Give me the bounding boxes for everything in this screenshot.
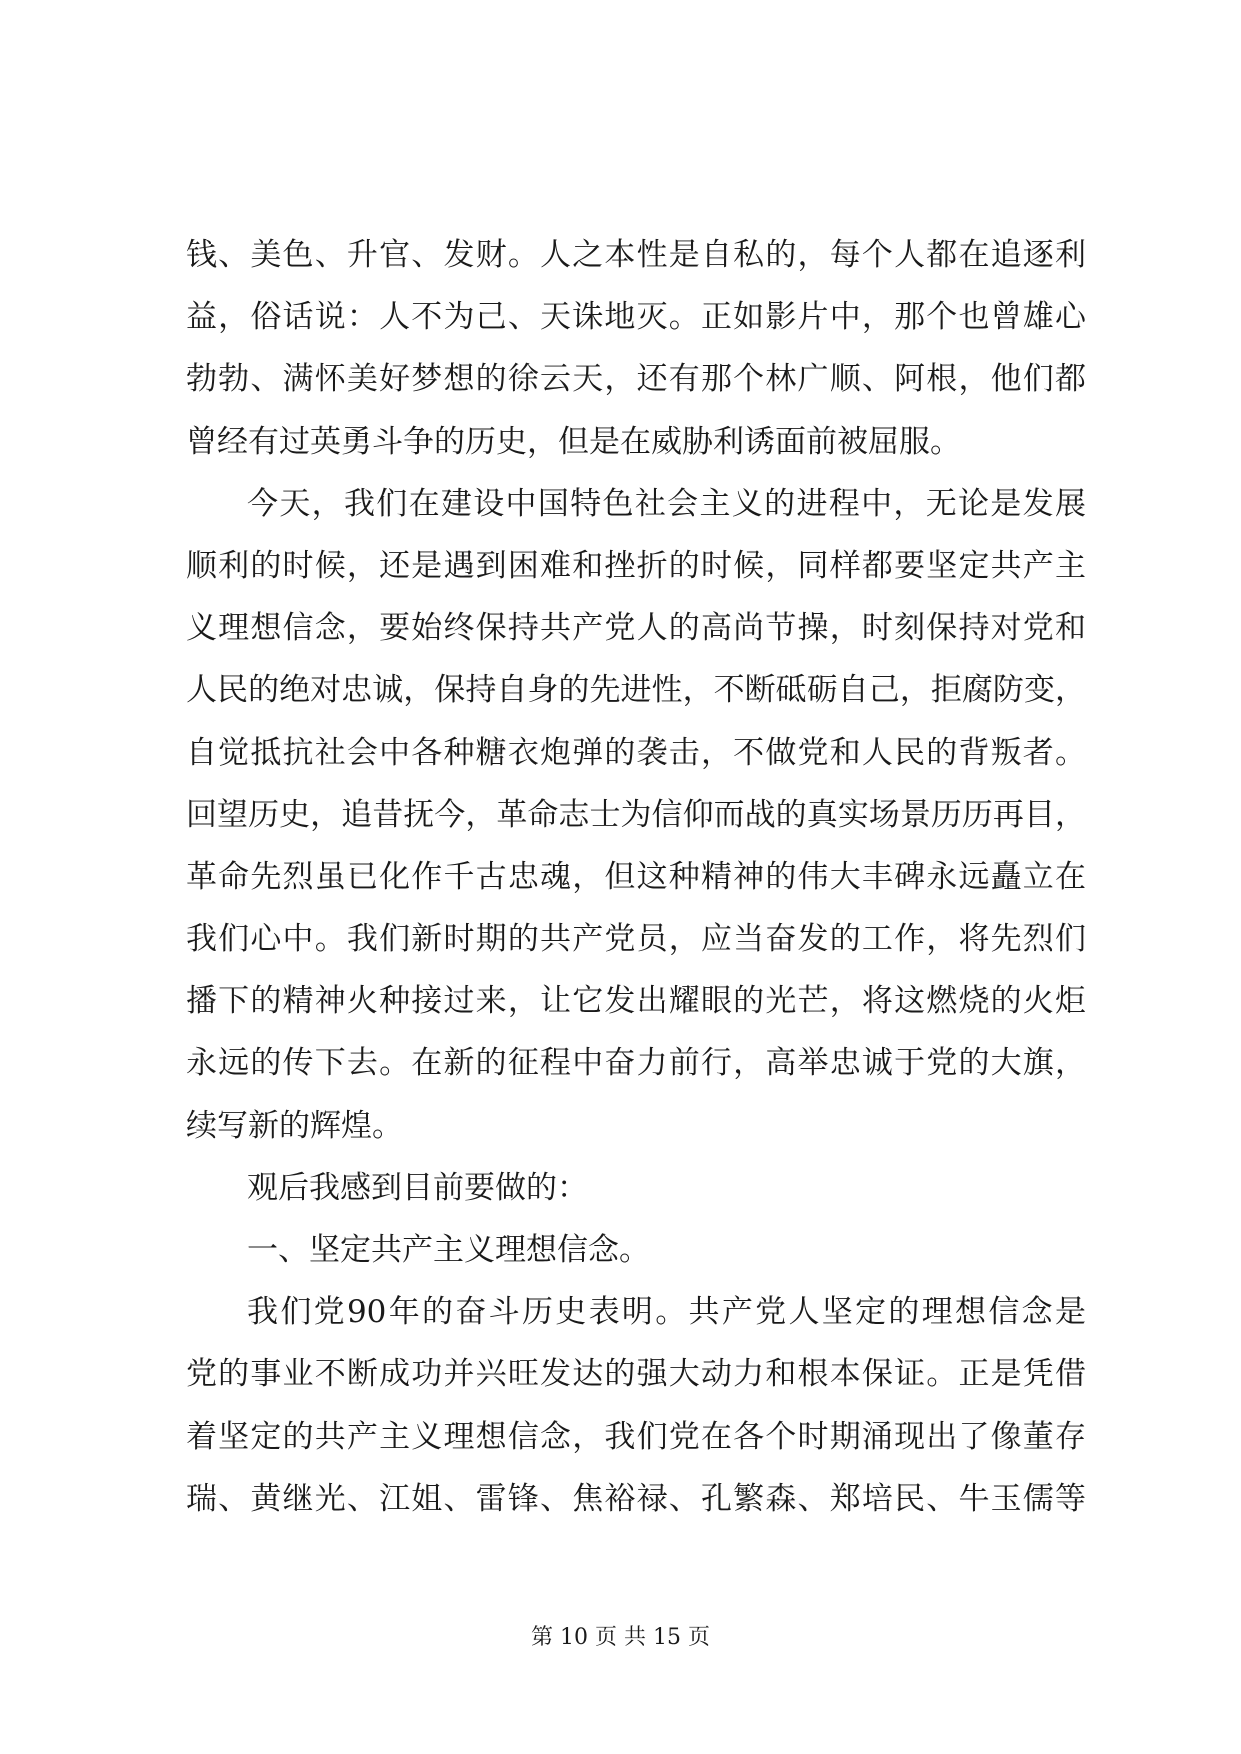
text-line: 人民的绝对忠诚，保持自身的先进性，不断砥砺自己，拒腐防变， [186,672,1086,709]
page-footer [0,1624,1241,1652]
text-line: 曾经有过英勇斗争的历史，但是在威胁利诱面前被屈服。 [186,423,961,460]
body-text [186,224,1086,1530]
text-line: 义理想信念，要始终保持共产党人的高尚节操，时刻保持对党和 [186,610,1086,647]
text-line: 瑞、黄继光、江姐、雷锋、焦裕禄、孔繁森、郑培民、牛玉儒等 [186,1480,1086,1517]
text-line: 播下的精神火种接过来，让它发出耀眼的光芒，将这燃烧的火炬 [186,983,1086,1020]
paragraph-start-line: 我们党90年的奋斗历史表明。共产党人坚定的理想信念是 [247,1294,1086,1331]
text-line: 顺利的时候，还是遇到困难和挫折的时候，同样都要坚定共产主 [186,547,1086,584]
section-heading: 一、坚定共产主义理想信念。 [247,1232,650,1268]
page-number-label: 第 10 页 共 15 页 [531,1625,710,1650]
text-line: 勃勃、满怀美好梦想的徐云天，还有那个林广顺、阿根，他们都 [186,361,1086,398]
text-line: 党的事业不断成功并兴旺发达的强大动力和根本保证。正是凭借 [186,1356,1086,1393]
text-line: 自觉抵抗社会中各种糖衣炮弹的袭击，不做党和人民的背叛者。 [186,734,1086,771]
text-line: 我们心中。我们新时期的共产党员，应当奋发的工作，将先烈们 [186,921,1086,958]
paragraph-start-line: 观后我感到目前要做的： [247,1169,588,1206]
text-line: 益，俗话说：人不为己、天诛地灭。正如影片中，那个也曾雄心 [186,299,1086,336]
text-line: 着坚定的共产主义理想信念，我们党在各个时期涌现出了像董存 [186,1418,1086,1455]
text-line: 回望历史，追昔抚今，革命志士为信仰而战的真实场景历历再目， [186,796,1086,833]
text-line: 革命先烈虽已化作千古忠魂，但这种精神的伟大丰碑永远矗立在 [186,858,1086,895]
text-line: 永远的传下去。在新的征程中奋力前行，高举忠诚于党的大旗， [186,1045,1086,1082]
text-line: 续写新的辉煌。 [186,1107,403,1144]
text-line: 钱、美色、升官、发财。人之本性是自私的，每个人都在追逐利 [186,237,1086,273]
paragraph-start-line: 今天，我们在建设中国特色社会主义的进程中，无论是发展 [247,485,1086,522]
